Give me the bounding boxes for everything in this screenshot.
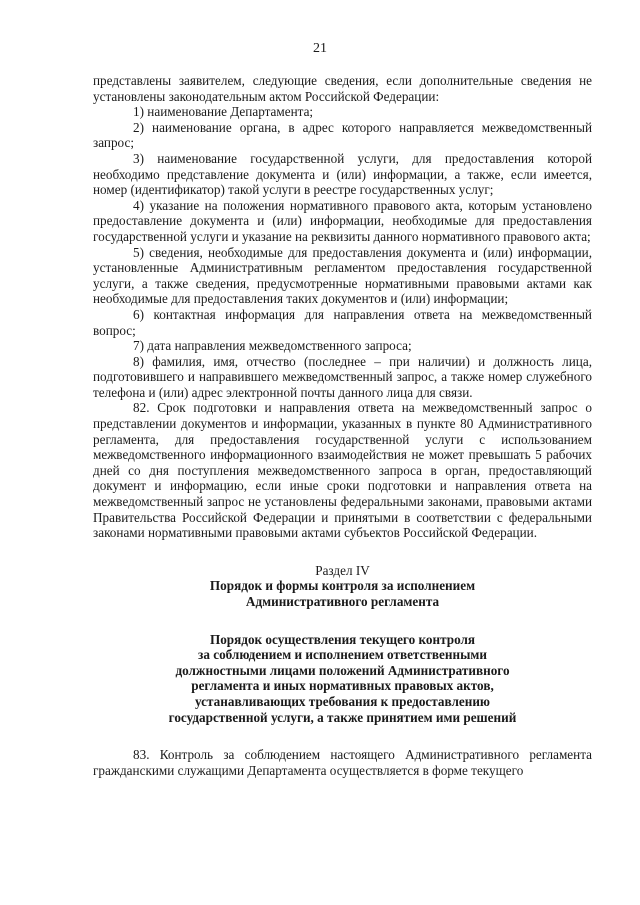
list-item-1: 1) наименование Департамента; <box>133 104 314 120</box>
subsection-title-line: государственной услуги, а также принятием ими решений <box>168 709 517 725</box>
list-item-5: 5) сведения, необходимые для предоставления документа и (или) информации, установленные Административным регламентом предоставления государственной услуги, а также сведения, предусмотренные нормативными правовыми актами как необходимые для предоставления таких документов и (или) информации; <box>93 244 592 307</box>
list-item-3: 3) наименование государственной услуги, для предоставления которой необходимо представление документа и (или) информации, а также, если имеется, номер (идентификатор) такой услуги в реестре государственных услуг; <box>93 150 592 198</box>
list-item-8: 8) фамилия, имя, отчество (последнее – при наличии) и должность лица, подготовившего и направившего межведомственный запрос, а также номер служебного телефона и (или) адрес электронной почты данного лица для связи. <box>93 353 592 400</box>
section-title-line-2: Административного регламента <box>245 594 440 609</box>
page-number: 21 <box>313 41 327 56</box>
list-item-4: 4) указание на положения нормативного правового акта, которым установлено предоставление документа и (или) информации, необходимые для предоставления государственной услуги и указание на реквизиты данного нормативного правового акта; <box>93 197 592 244</box>
subsection-title-line: должностными лицами положений Административного <box>175 662 510 678</box>
subsection-title-line: регламента и иных нормативных правовых актов, <box>191 678 494 694</box>
document-body <box>93 73 592 778</box>
paragraph-intro: представлены заявителем, следующие сведения, если дополнительные сведения не установлены законодательным актом Российской Федерации: <box>93 73 592 104</box>
subsection-title-line: Порядок осуществления текущего контроля <box>209 631 476 647</box>
paragraph-82: 82. Срок подготовки и направления ответа на межведомственный запрос о представлении документов и информации, указанных в пункте 80 Административного регламента, для предоставления государственной услуги с использованием межведомственного информационного взаимодействия не может превышать 5 рабочих дней со дня поступления межведомственного запроса в орган, предоставляющий документ и информацию, если иные сроки подготовки и направления ответа на межведомственный запрос не установлены федеральными законами, правовыми актами Правительства Российской Федерации и принятыми в соответствии с федеральными законами нормативными правовыми актами субъектов Российской Федерации. <box>93 400 592 541</box>
list-item-7: 7) дата направления межведомственного запроса; <box>133 338 412 354</box>
subsection-title <box>93 632 592 726</box>
paragraph-83: 83. Контроль за соблюдением настоящего Административного регламента гражданскими служащими Департамента осуществляется в форме текущего <box>93 747 592 778</box>
section-title-line-1: Порядок и формы контроля за исполнением <box>209 578 476 594</box>
subsection-title-line: устанавливающих требования к предоставлению <box>194 693 490 709</box>
section-label: Раздел IV <box>315 562 370 578</box>
list-item-6: 6) контактная информация для направления ответа на межведомственный вопрос; <box>93 306 592 338</box>
subsection-title-line: за соблюдением и исполнением ответственными <box>198 647 487 663</box>
list-item-2: 2) наименование органа, в адрес которого направляется межведомственный запрос; <box>93 119 592 151</box>
